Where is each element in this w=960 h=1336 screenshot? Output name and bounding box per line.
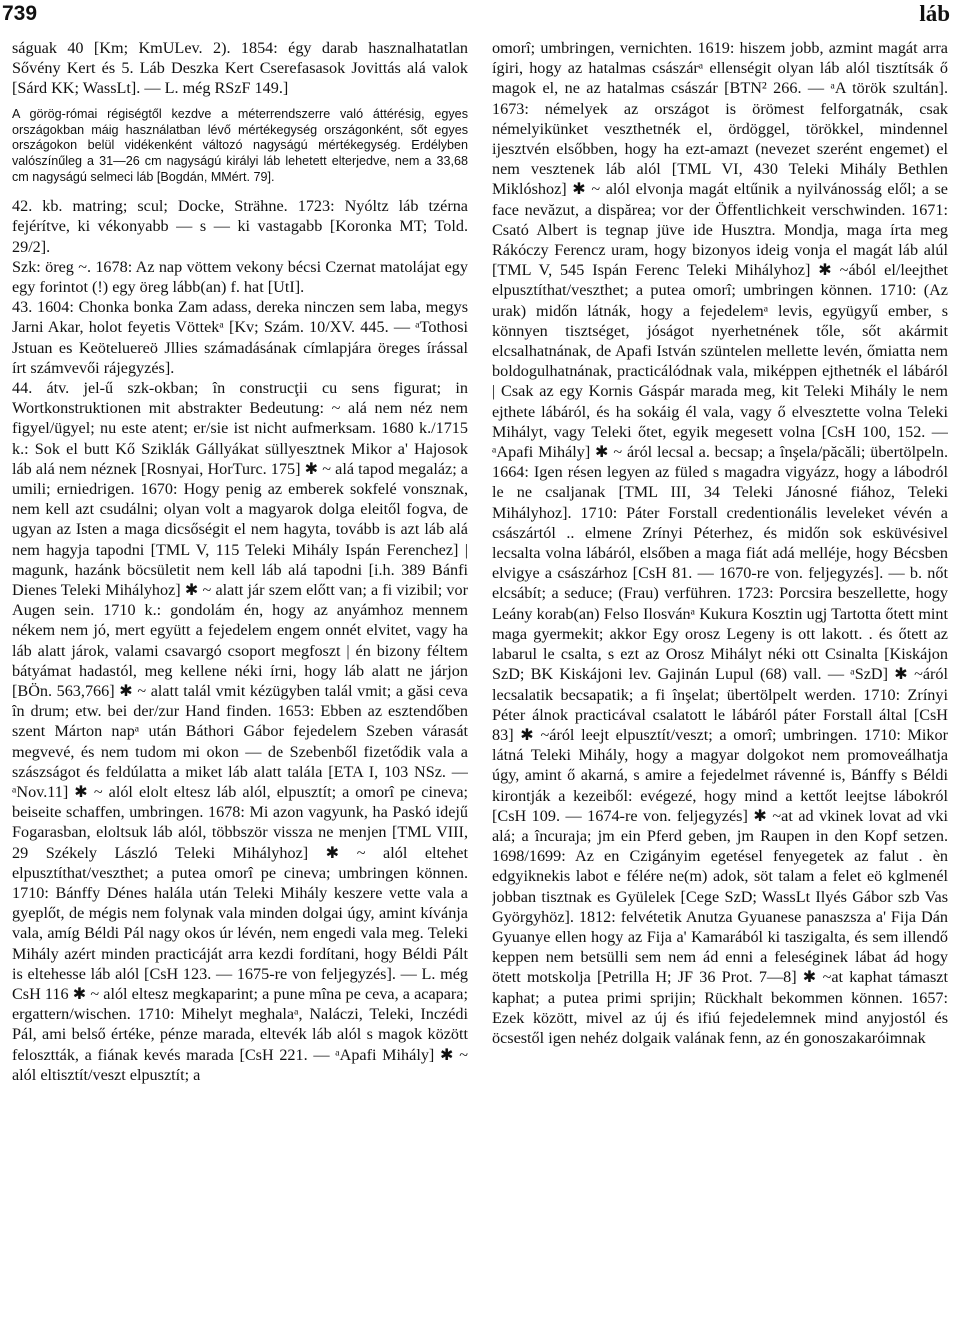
running-head: láb: [919, 1, 950, 26]
entry-42: 42. kb. matring; scul; Docke, Strähne. 1723: Nyóltz láb tzérna fejérítve, ki vékonyabb — s — ki vastagabb [Koronka MT; Told. 29/2].: [12, 197, 468, 256]
page-header: [0, 0, 960, 40]
entry-szk: Szk: öreg ~. 1678: Az nap vöttem vekony bécsi Czernat matolájat egy egy forintot (!) egy öreg lább(an) f. hat [UtI].: [12, 257, 468, 296]
explanatory-note: A görög-római régiségtől kezdve a méterrendszerre való áttérésig, egyes országokban máig használatban lévő mértékegység országonként, sőt egyes országokon belül vidékenként változó nagyságú mértékegység. Erdélyben valószínűleg a 31—26 cm nagyságú királyi láb lehetett elterjedve, nem a 33,68 cm nagyságú selmeci láb [Bogdán, MMért. 79].: [12, 106, 468, 185]
page-number: 739: [2, 2, 38, 25]
right-column-text: omorî; umbringen, vernichten. 1619: hiszem jobb, azmint magát arra ígiri, hogy az hatalmas császárᵃ ellenségit olyan láb alól tisztítsák ő magok el, ne az hatalmas császár [BTN² 266. — ᵃA török szultán]. 1673: némelyek az országot is örömest felforgatnák, csak némelyikünket veszthetnék el, ördöggel, törökkel, mindennel ijesztvén elsőbben, hogy ha ezt-amazt (nevezet szerént engemet) el nem vesztenek láb alól [TML VI, 430 Teleki Mihály Bethlen Miklóshoz] ✱ ~ alól elvonja magát eltűnik a nyilvánosság elől; a se face nevăzut, a dispărea; vor der Öffentlichkeit verschwinden. 1671: Csató Albert is tegnap jüve ide Husztra. Mondja, maga írta meg Rákóczy Ferencz uram, hogy bizonyos ideig vonja el magát láb alúl [TML V, 545 Ispán Ferenc Teleki Mihályhoz] ✱ ~ából el/leejthet elpusztíthat/veszthet; a putea omorî; umbringen können. 1710: (Az urak) midőn látnák, hogy a fejedelemᵃ levis, együgyű ember, s könnyen tisztséget, jóságot nyerhetnének tőle, sőt akármit elcsalhatnának, de Apafi István szüntelen mellette levén, őmiatta nem boldogulhatnának, practicálódnak vala, miképpen ejthetnék el lábáról | Csak az egy Kornis Gáspár marada meg, kit Teleki Mihály le nem ejthete lábáról, és ha sokáig él vala, vagy ő elvesztette volna Teleki Mihályt, vagy Teleki őtet, egyik megesett volna [CsH 100, 152. — ᵃApafi Mihály] ✱ ~ áról lecsal a. becsap; a înşela/păcăli; übertölpeln. 1664: Igen résen legyen az füled s magadra vigyázz, hogy a lábodról le ne csaljanak [TML III, 34 Teleki Jánosné fiához, Teleki Mihályhoz]. 1710: Páter Forstall credentionális leveleket vévén a császártól .. elmene Zrínyi Péterhez, és midőn sok esküvésivel lecsalta volna lábáról, elsőben a maga fiát adá melléje, hogy Bécsben elvigye a császárhoz [CsH 81. — 1670-re von. feljegyzés]. — b. nőt elcsábít; a seduce; (Frau) verführen. 1723: Porcsira beszellette, hogy Leány korab(an) Felso Ilosvánᵃ Kukura Kosztin ugj Tartotta őtett mint maga gyermekit; akkor Egy orosz Legeny is ott lakott. . és őtett az labarul le csalta, s ezt az Orosz Mihályt néki ott Csinalta [Kiskájon SzD; BK Kiskájoni lev. Gajinán Lupul (68) vall. — ᵃSzD] ✱ ~áról lecsalatik becsapatik; a fi înşelat; übertölpelt werden. 1710: Zrínyi Péter álnok practicával csalatott le lábáról páter Forstall által [CsH 83] ✱ ~áról leejt elpusztít/veszt; a omorî; umbringen. 1710: Mikor látná Teleki Mihály, hogy a magyar dolgokot nem promoveálhatja úgy, amint ő akarná, s amire a fejedelmet rávenné is, Bánffy s Béldi kirontják a kezeiből: evégezé, hogy mind a kettőt leejtse lábokról [CsH 109. — 1674-re von. feljegyzés] ✱ ~at ad vkinek lovat ad vki alá; a încuraja; jm ein Pferd geben, jm Raupen in den Kopf setzen. 1698/1699: Az en Czigányim egetésel fenyegetek az falut . èn edgyiknekis labot e félére ne(m) adok, söt talam a felet eö kglmenél jobban tisztnak es Gyülelek [Cege SzD; WassLt Ilyés Gábor szb Vas Györgyhöz]. 1812: felvétetik Anutza Gyuanese panaszsza a' Fija Dán Gyuanye ellen hogy az Fija a' Kamarából ki taszigalta, és sem illendő keppen nem betsülli sem nem ád enni a feleséginek lábat ád hogy ötett motskolja [Petrilla H; JF 36 Prot. 7—8] ✱ ~at kaphat támaszt kaphat; a putea primi sprijin; Rückhalt bekommen können. 1657: Ezek között, mivel az új és ifiú fejedelemnek mind anyjostól és öcsestől igen nehéz dolgaik valának fenn, az én gonoszakaróimnak: [492, 39, 948, 1047]
left-column: [12, 38, 468, 1334]
entry-continuation: ságuak 40 [Km; KmULev. 2). 1854: égy darab hasznalhatatlan Sővény Kert és 5. Láb Deszka Kert Cserefasasok Jovittás alá valok [Sárd KK; WassLt]. — L. még RSzF 149.]: [12, 39, 468, 98]
entry-44: 44. átv. jel-ű szk-okban; în construcţii cu sens figurat; in Wortkonstruktionen mit abstrakter Bedeutung: ~ alá nem néz nem figyel/ügyel; nu este atent; er/sie ist nicht aufmerksam. 1680 k./1715 k.: Sok el butt Kő Sziklák Gállyákat süllyesztnek Mikor a' Hajosok láb alá nem néznek [Rosnyai, HorTurc. 175] ✱ ~ alá tapod megaláz; a umili; erniedrigen. 1670: Hogy penig az emberek sokfelé vonsznak, nem kell azt csudálni; olyan volt a magyarok dolga eleitől fogva, de ugyan az Isten a maga dicsőségit el nem hagyta, tovább is azt láb alá nem hagyja tapodni [TML V, 115 Teleki Mihály Ispán Ferenchez] | magunk, hazánk böcsületit nem kell láb alá tapodni [i.h. 389 Bánfi Dienes Teleki Mihályhoz] ✱ ~ alatt jár szem előtt van; a fi vizibil; vor Augen sein. 1710 k.: gondolám én, hogy az anyámhoz mennem nékem nem jó, mert együtt a fejedelem engem onnét elvitet, vagy ha láb alatt járok, valami csavargó csoport megfoszt | én bizony féltem bátyámat hadastól, meg kellene néki írni, hogy láb alatt ne járjon [BÖn. 563,766] ✱ ~ alatt talál vmit kézügyben talál vmit; a găsi ceva în drum; etw. bei der/zur Hand finden. 1653: Ebben az esztendőben szent Márton napᵃ után Báthori Gábor fejedelem Szeben várasát megvevé, és nem tudom mi okon — de Szebenből fizetődik vala a szászságot és feldúlatta a miket láb alatt talála [ETA I, 103 NSz. — ᵃNov.11] ✱ ~ alól elolt eltesz láb alól, elpusztít; a omorî pe cineva; beiseite schaffen, umbringen. 1678: Mi azon vagyunk, ha Paskó idejű Fogarasban, eloltsuk láb alól, többször vissza ne menjen [TML VIII, 29 Székely László Teleki Mihályhoz] ✱ ~ alól eltehet elpusztíthat/veszthet; a putea omorî pe cineva; umbringen können. 1710: Bánffy Dénes halála után Teleki Mihály keszere vette vala a gyeplőt, de mégis nem folynak vala minden dolgai úgy, amint kívánja vala, amíg Béldi Pál nagy okos úr lévén, nem engedi vala meg. Teleki Mihály azért minden practicáját arra kezdi fordítani, hogy Béldi Pált is eltehesse láb alól [CsH 123. — 1675-re von feljegyzés]. — L. még CsH 116 ✱ ~ alól eltesz megkaparint; a pune mîna pe ceva, a acapara; ergattern/wischen. 1710: Mihelyt meghalaᵃ, Naláczi, Teleki, Inczédi Pál, ami belső értéke, pénze marada, eltevék láb alól s magok között felosztták, a fiának kevés marada [CsH 221. — ᵃApafi Mihály] ✱ ~ alól eltisztít/veszt elpusztít; a: [12, 378, 468, 1084]
right-column: [492, 38, 948, 1334]
entry-43: 43. 1604: Chonka bonka Zam adass, dereka ninczen sem laba, megys Jarni Akar, holot feyetis Vöttekᵃ [Kv; Szám. 10/XV. 445. — ᵃTothosi Jstuan es Keöteluereö Jllies számadásának címlapjára öreges írással írt számvevői rájegyzés].: [12, 298, 468, 377]
